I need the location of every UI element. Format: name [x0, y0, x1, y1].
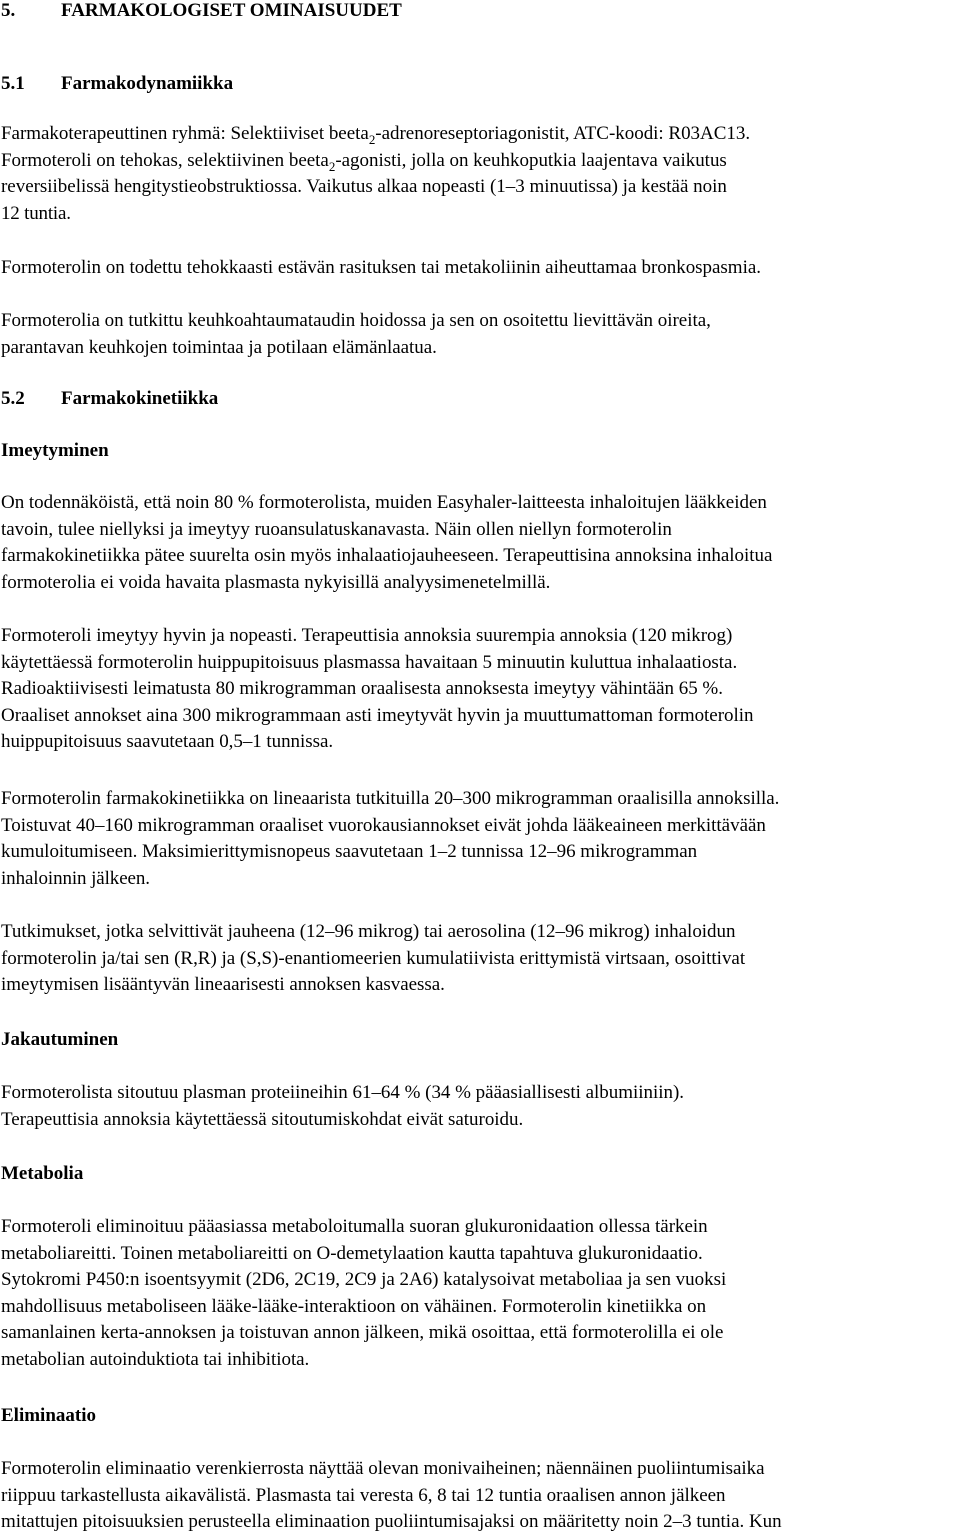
- text-line: Toistuvat 40–160 mikrogramman oraaliset vuorokausiannokset eivät johda lääkeaineen merkittävään: [1, 814, 766, 836]
- text-line: Sytokromi P450:n isoentsyymit (2D6, 2C19, 2C9 ja 2A6) katalysoivat metaboliaa ja sen vuoksi: [1, 1269, 727, 1290]
- text-line: Terapeuttisia annoksia käytettäessä sitoutumiskohdat eivät saturoidu.: [1, 1108, 524, 1130]
- absorption-paragraph-3: [1, 786, 959, 892]
- section-5-1-heading: [1, 71, 959, 98]
- text-line: Formoterolin eliminaatio verenkierrosta näyttää olevan monivaiheinen; näennäinen puoliintumisaika: [1, 1458, 765, 1479]
- text-line: 12 tuntia.: [1, 202, 71, 224]
- pharmacodynamics-paragraph-2: [1, 255, 959, 282]
- text-line: Formoterolin on todettu tehokkaasti estävän rasituksen tai metakoliinin aiheuttamaa bronkospasmia.: [1, 257, 761, 278]
- absorption-heading: Imeytyminen: [1, 440, 109, 461]
- section-5-2-heading: [1, 386, 959, 413]
- pharmacodynamics-paragraph-3: [1, 308, 959, 361]
- text-line: metaboliareitti. Toinen metaboliareitti on O-demetylaation kautta tapahtuva glukuronidaatio.: [1, 1242, 703, 1264]
- absorption-paragraph-4: [1, 919, 959, 999]
- text-line: Farmakoterapeuttinen ryhmä: Selektiiviset beeta$_2$-adrenoreseptoriagonistit, ATC-koodi: R03AC13.: [1, 123, 751, 147]
- section-5-number: 5.: [1, 0, 16, 21]
- absorption-paragraph-1: [1, 490, 959, 596]
- text-line: Formoteroli imeytyy hyvin ja nopeasti. Terapeuttisia annoksia suurempia annoksia (120 mikrog): [1, 625, 733, 646]
- text-line: Tutkimukset, jotka selvittivät jauheena (12–96 mikrog) tai aerosolina (12–96 mikrog) inhaloidun: [1, 921, 736, 942]
- section-5-heading: [1, 0, 959, 25]
- text-line: kumuloitumiseen. Maksimierittymisnopeus saavutetaan 1–2 tunnissa 12–96 mikrogramman: [1, 841, 698, 862]
- distribution-heading: Jakautuminen: [1, 1029, 119, 1050]
- section-5-title: FARMAKOLOGISET OMINAISUUDET: [61, 0, 402, 21]
- text-line: reversiibelissä hengitystieobstruktiossa. Vaikutus alkaa nopeasti (1–3 minuutissa) ja kestää noin: [1, 176, 727, 197]
- section-5-2-title: Farmakokinetiikka: [61, 388, 219, 409]
- text-line: Radioaktiivisesti leimatusta 80 mikrogramman oraalisesta annoksesta imeytyy vähintään 65 %.: [1, 678, 723, 699]
- text-line: farmakokinetiikka pätee suurelta osin myös inhalaatiojauheeseen. Terapeuttisina annoksina inhaloitua: [1, 545, 773, 566]
- text-line: käytettäessä formoterolin huippupitoisuus plasmassa havaitaan 5 minuutin kuluttua inhalaatiosta.: [1, 651, 738, 673]
- metabolism-heading: Metabolia: [1, 1163, 84, 1184]
- pharmacodynamics-paragraph-1: [1, 121, 959, 227]
- metabolism-paragraph-1: [1, 1214, 959, 1373]
- distribution-paragraph-1: [1, 1080, 959, 1133]
- elimination-paragraph-1: [1, 1456, 959, 1536]
- text-line: Formoterolista sitoutuu plasman proteiineihin 61–64 % (34 % pääasiallisesti albumiiniin).: [1, 1082, 684, 1103]
- text-line: Oraaliset annokset aina 300 mikrogrammaan asti imeytyvät hyvin ja muuttumattoman formoterolin: [1, 704, 754, 726]
- section-5-2-number: 5.2: [1, 388, 25, 409]
- section-5-1-number: 5.1: [1, 73, 25, 94]
- text-line: Formoteroli on tehokas, selektiivinen beeta$_2$-agonisti, jolla on keuhkoputkia laajentava vaikutus: [1, 149, 727, 174]
- text-line: imeytymisen lisääntyvän lineaarisesti annoksen kasvaessa.: [1, 974, 445, 995]
- text-line: parantavan keuhkojen toimintaa ja potilaan elämänlaatua.: [1, 336, 437, 358]
- section-5-1-title: Farmakodynamiikka: [61, 73, 234, 94]
- text-line: formoterolin ja/tai sen (R,R) ja (S,S)-enantiomeerien kumulatiivista erittymistä virtsaan, osoittivat: [1, 947, 746, 969]
- absorption-paragraph-2: [1, 623, 959, 756]
- text-line: inhaloinnin jälkeen.: [1, 867, 150, 889]
- text-line: samanlainen kerta-annoksen ja toistuvan annon jälkeen, mikä osoittaa, että formoterolilla ei ole: [1, 1322, 724, 1343]
- text-line: Formoterolin farmakokinetiikka on lineaarista tutkituilla 20–300 mikrogramman oraalisilla annoksilla.: [1, 788, 780, 809]
- text-line: mitattujen pitoisuuksien perusteella eliminaation puoliintumisajaksi on määritetty noin 2–3 tuntia. Kun: [1, 1511, 782, 1532]
- text-line: Formoteroli eliminoituu pääasiassa metaboloitumalla suoran glukuronidaation ollessa tärkein: [1, 1216, 708, 1237]
- text-line: tavoin, tulee niellyksi ja imeytyy ruoansulatuskanavasta. Näin ollen niellyn formoterolin: [1, 518, 672, 540]
- elimination-heading: Eliminaatio: [1, 1405, 97, 1426]
- text-line: On todennäköistä, että noin 80 % formoterolista, muiden Easyhaler-laitteesta inhaloitujen lääkkeiden: [1, 492, 767, 513]
- text-line: Formoterolia on tutkittu keuhkoahtaumataudin hoidossa ja sen on osoitettu lievittävän oireita,: [1, 310, 711, 331]
- text-line: mahdollisuus metaboliseen lääke-lääke-interaktioon on vähäinen. Formoterolin kinetiikka on: [1, 1295, 707, 1317]
- text-line: riippuu tarkastellusta aikavälistä. Plasmasta tai veresta 6, 8 tai 12 tuntia oraalisen annon jälkeen: [1, 1484, 726, 1506]
- text-line: formoterolia ei voida havaita plasmasta nykyisillä analyysimenetelmillä.: [1, 571, 551, 593]
- text-line: huippupitoisuus saavutetaan 0,5–1 tunnissa.: [1, 731, 334, 752]
- text-line: metabolian autoinduktiota tai inhibitiota.: [1, 1348, 310, 1370]
